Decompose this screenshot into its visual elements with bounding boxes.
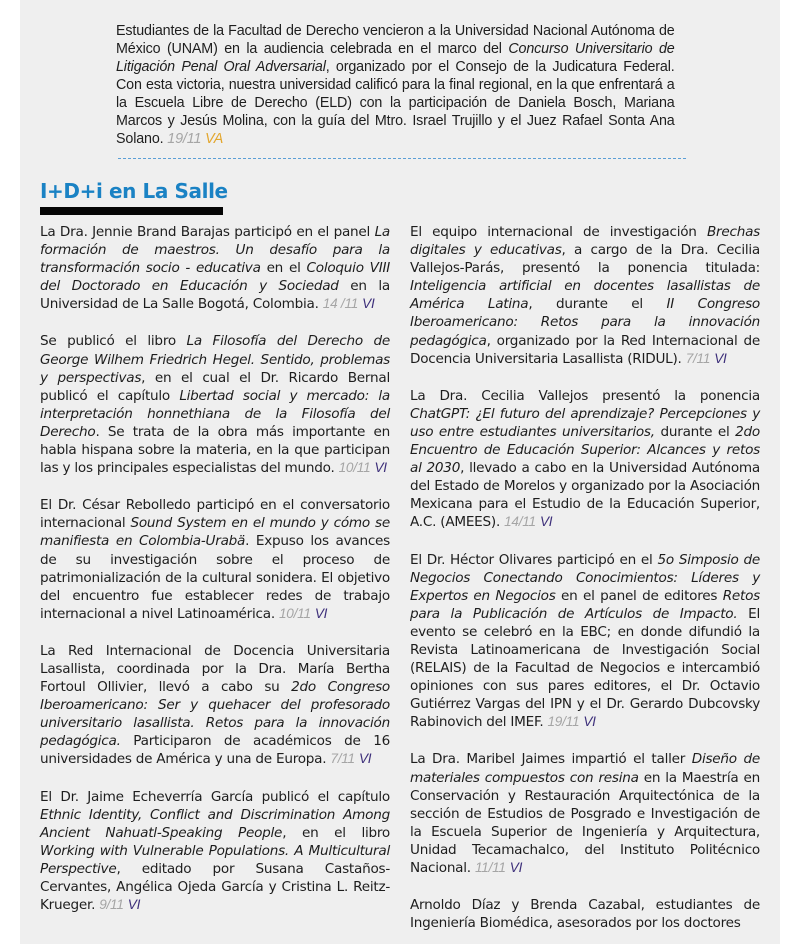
news-item bbox=[410, 223, 760, 368]
italic-title-text: ChatGPT: ¿El futuro del aprendizaje? Percepciones y uso entre estudiantes universitarios, bbox=[410, 405, 760, 440]
italic-title-text: II Congreso Iberoamericano: Retos para la innovación pedagógica bbox=[410, 296, 760, 349]
news-item bbox=[40, 223, 390, 313]
body-text: , en el libro bbox=[282, 824, 390, 841]
item-author-tag: VI bbox=[583, 714, 596, 730]
body-text: El Dr. César Rebolledo participó en el conversatorio internacional bbox=[40, 497, 390, 532]
body-text: . Se trata de la obra más importante en habla hispana sobre la materia, en la que participan las y los principales especialistas del mundo. bbox=[40, 423, 390, 477]
body-text: durante el bbox=[654, 423, 736, 440]
body-text: Estudiantes de la Facultad de Derecho vencieron a la Universidad Nacional Autónoma de México (UNAM) en la audiencia celebrada en el marco del bbox=[116, 22, 675, 57]
body-text: El equipo internacional de investigación bbox=[410, 224, 707, 240]
body-text: La Red Internacional de Docencia Universitaria Lasallista, coordinada por la Dra. María Bertha Fortoul Ollivier, llevó a cabo su bbox=[40, 642, 390, 696]
italic-title-text: Working with Vulnerable Populations. A Multicultural Perspective bbox=[40, 842, 390, 877]
news-item bbox=[410, 551, 760, 732]
body-text: , organizado por el Consejo de la Judicatura Federal. Con esta victoria, nuestra universidad calificó para la final regional, en la que enfrentará a la Escuela Libre de Derecho (ELD) con la participación de Daniela Bosch, Mariana Marcos y Jesús Molina, con la guía del Mtro. Israel Trujillo y el Juez Rafael Sonta Ana Solano. bbox=[116, 58, 675, 148]
body-text: , en el cual el Dr. Ricardo Bernal publicó el capítulo bbox=[40, 369, 390, 404]
title-underline-bar bbox=[40, 207, 223, 215]
item-date: 9/11 bbox=[99, 897, 124, 913]
body-text: El Dr. Jaime Echeverría García publicó el capítulo bbox=[40, 788, 390, 805]
italic-title-text: La formación de maestros. Un desafío para la transformación socio - educativa bbox=[40, 224, 390, 277]
news-item bbox=[410, 896, 760, 932]
italic-title-text: Concurso Universitario de Litigación Penal Oral Adversarial bbox=[116, 40, 675, 75]
body-text: en la Universidad de La Salle Bogotá, Colombia. bbox=[40, 278, 390, 313]
item-date: 7/11 bbox=[685, 350, 711, 366]
item-date: 7/11 bbox=[330, 751, 355, 767]
italic-title-text: Retos para la Publicación de Artículos de Impacto. bbox=[410, 587, 760, 622]
item-date: 14 /11 bbox=[322, 296, 359, 312]
body-text: , llevado a cabo en la Universidad Autónoma del Estado de Morelos y organizado por la Asociación Mexicana para el Estudio de la Educación Superior, A.C. (AMEES). bbox=[410, 460, 760, 531]
news-item bbox=[40, 642, 390, 769]
section-title: I+D+i en La Salle bbox=[40, 179, 228, 203]
intro-paragraph bbox=[116, 22, 675, 149]
news-item bbox=[40, 788, 390, 915]
body-text: El evento se celebró en la EBC; en donde difundió la Revista Latinoamericana de Investigación Social (RELAIS) de la Facultad de Negocios e intercambió opiniones con sus pares editores, el Dr. Octavio Gutiérrez Vargas del IPN y el Dr. Gerardo Dubcovsky Rabinovich del IMEF. bbox=[410, 605, 760, 731]
item-date: 14/11 bbox=[504, 514, 536, 530]
body-text: en el bbox=[260, 260, 307, 277]
item-author-tag: VI bbox=[362, 296, 375, 312]
body-text: Se publicó el libro bbox=[40, 333, 187, 350]
italic-title-text: Libertad social y mercado: la interpretación honnethiana de la Filosofía del Derecho bbox=[40, 387, 391, 440]
item-author-tag: VI bbox=[509, 860, 523, 875]
italic-title-text: 2do Encuentro de Educación Superior: Alcances y retos al 2030 bbox=[410, 423, 760, 477]
item-author-tag: VA bbox=[205, 131, 224, 148]
news-item bbox=[410, 387, 760, 532]
body-text: , organizado por la Red Internacional de Docencia Universitaria Lasallista (RIDUL). bbox=[410, 332, 760, 367]
item-date: 19/11 bbox=[167, 131, 202, 148]
item-date: 11/11 bbox=[474, 860, 506, 875]
italic-title-text: Ethnic Identity, Conflict and Discrimination Among Ancient Nahuatl-Speaking People bbox=[40, 806, 390, 841]
italic-title-text: Sound System en el mundo y cómo se manifiesta en Colombia-Urabä bbox=[40, 515, 390, 550]
left-column bbox=[40, 223, 390, 933]
body-text: Participaron de académicos de 16 universidades de América y una de Europa. bbox=[40, 733, 390, 768]
italic-title-text: 5o Simposio de Negocios Conectando Conocimientos: Líderes y Expertos en Negocios bbox=[410, 551, 761, 604]
body-text: . Expuso los avances de su investigación sobre el proceso de patrimonialización de la cultural sonidera. El objetivo del encuentro fue establecer redes de trabajo internacional a nivel Latinoamérica. bbox=[40, 533, 390, 622]
item-author-tag: VI bbox=[539, 514, 553, 530]
italic-title-text: Inteligencia artificial en docentes lasallistas de América Latina bbox=[410, 278, 760, 313]
news-item bbox=[40, 496, 390, 623]
item-author-tag: VI bbox=[314, 605, 328, 621]
italic-title-text: Diseño de materiales compuestos con resina bbox=[410, 751, 761, 786]
dashed-divider bbox=[118, 158, 686, 159]
body-text: La Dra. Jennie Brand Barajas participó en el panel bbox=[40, 224, 375, 240]
item-author-tag: VI bbox=[358, 751, 372, 767]
body-text: en el panel de editores bbox=[555, 587, 723, 604]
item-date: 10/11 bbox=[338, 460, 371, 476]
news-item bbox=[40, 332, 390, 477]
item-date: 19/11 bbox=[547, 714, 580, 730]
body-text: , a cargo de la Dra. Cecilia Vallejos-Parás, presentó la ponencia titulada: bbox=[410, 242, 760, 277]
body-text: , durante el bbox=[528, 296, 667, 313]
body-text: La Dra. Cecilia Vallejos presentó la ponencia bbox=[410, 387, 760, 404]
right-column bbox=[410, 223, 760, 951]
body-text: en la Maestría en Conservación y Restauración Arquitectónica de la sección de Estudios de Posgrado e Investigación de la Escuela Superior de Ingeniería y Arquitectura, Unidad Tecamachalco, del Instituto Politécnico Nacional. bbox=[410, 769, 760, 876]
italic-title-text: Brechas digitales y educativas bbox=[410, 224, 760, 259]
item-author-tag: VI bbox=[127, 897, 141, 913]
italic-title-text: Coloquio VIII del Doctorado en Educación y Sociedad bbox=[40, 260, 390, 295]
body-text: La Dra. Maribel Jaimes impartió el taller bbox=[410, 751, 692, 768]
body-text: El Dr. Héctor Olivares participó en el bbox=[410, 551, 658, 568]
italic-title-text: 2do Congreso Iberoamericano: Ser y quehacer del profesorado universitario lasallista. Retos para la innovación pedagógica. bbox=[40, 679, 391, 750]
body-text: , editado por Susana Castaños-Cervantes, Angélica Ojeda García y Cristina L. Reitz-Krueger. bbox=[40, 860, 390, 914]
news-item bbox=[410, 750, 760, 877]
item-author-tag: VI bbox=[714, 350, 727, 366]
item-date: 10/11 bbox=[279, 605, 311, 621]
item-author-tag: VI bbox=[374, 460, 387, 476]
body-text: Arnoldo Díaz y Brenda Cazabal, estudiantes de Ingeniería Biomédica, asesorados por los doctores bbox=[410, 897, 760, 932]
italic-title-text: La Filosofía del Derecho de George Wilhem Friedrich Hegel. Sentido, problemas y perspectivas bbox=[40, 333, 390, 386]
